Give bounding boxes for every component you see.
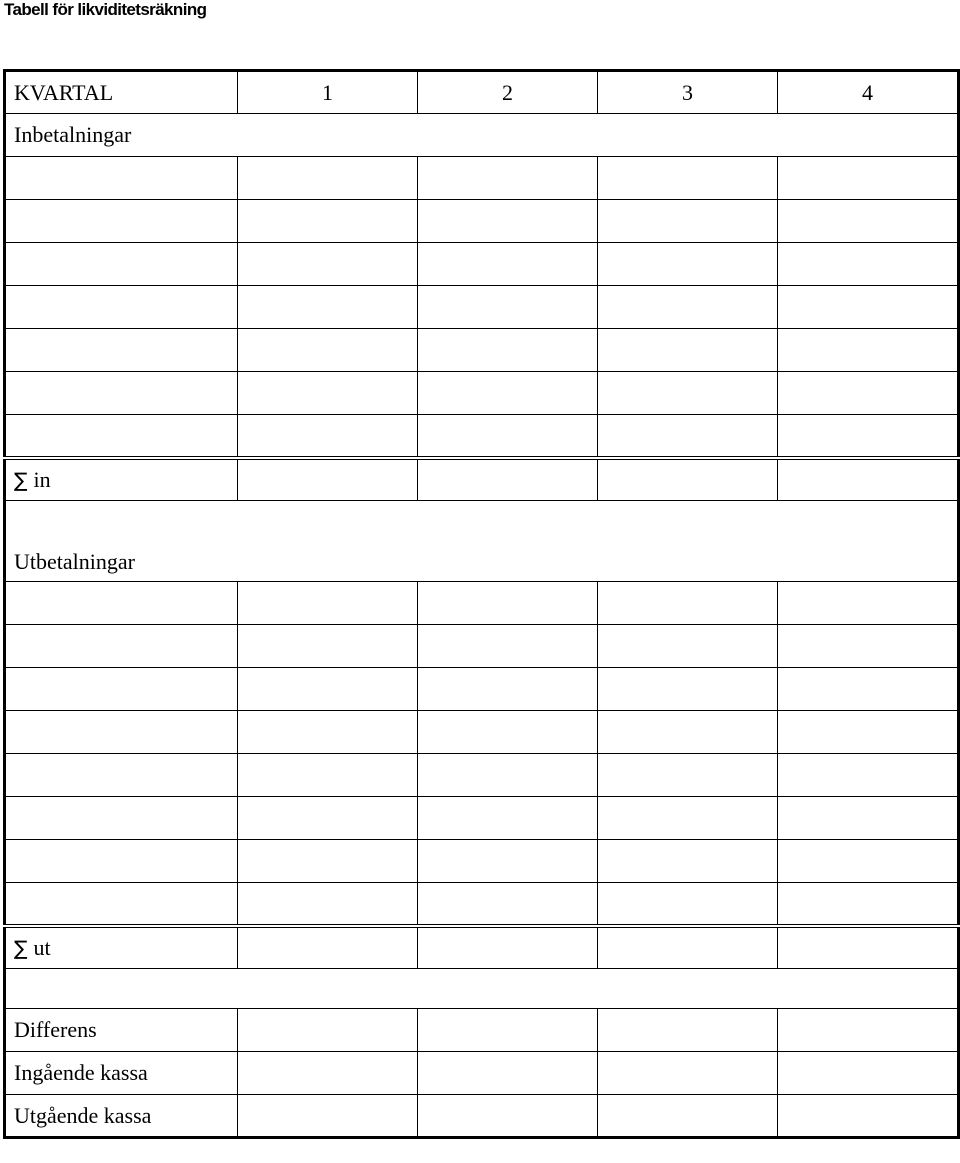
outflow-row: [5, 754, 959, 797]
spacer-cell: [5, 969, 959, 1009]
inflow-label-cell[interactable]: [5, 329, 238, 372]
outflow-row: [5, 625, 959, 668]
inflow-cell[interactable]: [598, 157, 778, 200]
inflow-cell[interactable]: [238, 329, 418, 372]
outflow-cell[interactable]: [778, 668, 959, 711]
inflow-cell[interactable]: [598, 372, 778, 415]
outflow-sum-label: [5, 926, 238, 969]
outflow-cell[interactable]: [598, 625, 778, 668]
outflow-cell[interactable]: [418, 754, 598, 797]
outflow-cell[interactable]: [778, 840, 959, 883]
quarter-2-header: 2: [418, 71, 598, 114]
outflow-cell[interactable]: [778, 883, 959, 926]
spacer-row: [5, 969, 959, 1009]
header-row: [5, 71, 959, 114]
inflow-label-cell[interactable]: [5, 200, 238, 243]
outflow-cell[interactable]: [598, 797, 778, 840]
outflow-label-cell[interactable]: [5, 668, 238, 711]
inflow-cell[interactable]: [238, 157, 418, 200]
inflow-cell[interactable]: [238, 372, 418, 415]
outflow-cell[interactable]: [598, 711, 778, 754]
inflow-label-cell[interactable]: [5, 243, 238, 286]
inflow-cell[interactable]: [598, 286, 778, 329]
outflow-row: [5, 668, 959, 711]
closing-cash-cell[interactable]: [778, 1095, 959, 1138]
outflow-cell[interactable]: [778, 797, 959, 840]
difference-cell[interactable]: [778, 1009, 959, 1052]
outflow-cell[interactable]: [238, 711, 418, 754]
inflow-sum-row: [5, 458, 959, 501]
outflow-row: [5, 883, 959, 926]
sum-icon: ∑: [14, 467, 28, 492]
outflow-cell[interactable]: [598, 754, 778, 797]
inflow-cell[interactable]: [418, 200, 598, 243]
inflow-cell[interactable]: [598, 329, 778, 372]
outflow-cell[interactable]: [238, 582, 418, 625]
opening-cash-cell[interactable]: [238, 1052, 418, 1095]
inflow-label-cell[interactable]: [5, 372, 238, 415]
inflow-row: [5, 329, 959, 372]
inflow-cell[interactable]: [778, 372, 959, 415]
outflow-cell[interactable]: [598, 840, 778, 883]
inflow-cell[interactable]: [418, 157, 598, 200]
outflow-row: [5, 582, 959, 625]
closing-cash-row: [5, 1095, 959, 1138]
inflow-sum-cell[interactable]: [238, 458, 418, 501]
inflow-sum-cell[interactable]: [598, 458, 778, 501]
closing-cash-cell[interactable]: [418, 1095, 598, 1138]
opening-cash-cell[interactable]: [778, 1052, 959, 1095]
outflow-cell[interactable]: [418, 840, 598, 883]
inflow-cell[interactable]: [778, 200, 959, 243]
outflow-cell[interactable]: [238, 668, 418, 711]
opening-cash-cell[interactable]: [598, 1052, 778, 1095]
sum-icon: ∑: [14, 935, 28, 960]
outflow-sum-text: ut: [33, 934, 51, 960]
inflow-cell[interactable]: [418, 286, 598, 329]
outflow-cell[interactable]: [238, 840, 418, 883]
inflow-cell[interactable]: [778, 243, 959, 286]
inflow-label-cell[interactable]: [5, 157, 238, 200]
inflow-cell[interactable]: [418, 372, 598, 415]
outflow-cell[interactable]: [418, 625, 598, 668]
outflow-sum-cell[interactable]: [238, 926, 418, 969]
outflow-cell[interactable]: [598, 883, 778, 926]
opening-cash-row: [5, 1052, 959, 1095]
outflow-cell[interactable]: [418, 668, 598, 711]
outflow-sum-row: [5, 926, 959, 969]
outflow-cell[interactable]: [418, 711, 598, 754]
outflow-cell[interactable]: [418, 797, 598, 840]
outflow-cell[interactable]: [778, 711, 959, 754]
quarter-1-header: 1: [238, 71, 418, 114]
inflow-cell[interactable]: [778, 415, 959, 458]
inflow-row: [5, 200, 959, 243]
quarter-3-header: 3: [598, 71, 778, 114]
inflow-cell[interactable]: [778, 286, 959, 329]
outflow-cell[interactable]: [418, 883, 598, 926]
difference-cell[interactable]: [238, 1009, 418, 1052]
outflow-label-cell[interactable]: [5, 754, 238, 797]
outflow-sum-cell[interactable]: [418, 926, 598, 969]
inflow-cell[interactable]: [238, 243, 418, 286]
inflows-heading-row: [5, 114, 959, 157]
inflow-sum-cell[interactable]: [778, 458, 959, 501]
outflow-cell[interactable]: [778, 582, 959, 625]
outflow-row: [5, 711, 959, 754]
inflow-row: [5, 286, 959, 329]
inflow-label-cell[interactable]: [5, 415, 238, 458]
inflow-cell[interactable]: [418, 415, 598, 458]
outflow-cell[interactable]: [598, 668, 778, 711]
inflow-sum-cell[interactable]: [418, 458, 598, 501]
inflow-row: [5, 157, 959, 200]
outflow-cell[interactable]: [598, 582, 778, 625]
outflows-heading: Utbetalningar: [5, 501, 959, 582]
inflow-cell[interactable]: [598, 415, 778, 458]
inflow-sum-text: in: [33, 466, 51, 492]
opening-cash-label: Ingående kassa: [5, 1052, 238, 1095]
inflow-cell[interactable]: [778, 157, 959, 200]
closing-cash-label: Utgående kassa: [5, 1095, 238, 1138]
liquidity-table: [3, 69, 960, 1139]
outflow-row: [5, 797, 959, 840]
outflow-cell[interactable]: [238, 754, 418, 797]
outflow-cell[interactable]: [778, 625, 959, 668]
opening-cash-cell[interactable]: [418, 1052, 598, 1095]
outflow-label-cell[interactable]: [5, 582, 238, 625]
outflow-cell[interactable]: [238, 797, 418, 840]
outflow-label-cell[interactable]: [5, 797, 238, 840]
outflow-label-cell[interactable]: [5, 840, 238, 883]
inflow-cell[interactable]: [418, 243, 598, 286]
difference-label: Differens: [5, 1009, 238, 1052]
inflow-cell[interactable]: [598, 200, 778, 243]
difference-cell[interactable]: [418, 1009, 598, 1052]
inflow-cell[interactable]: [598, 243, 778, 286]
outflow-cell[interactable]: [238, 625, 418, 668]
outflow-cell[interactable]: [778, 754, 959, 797]
inflow-cell[interactable]: [238, 200, 418, 243]
quarter-header-label: KVARTAL: [5, 71, 238, 114]
inflow-cell[interactable]: [418, 329, 598, 372]
inflow-sum-label: [5, 458, 238, 501]
inflow-row: [5, 372, 959, 415]
outflow-cell[interactable]: [238, 883, 418, 926]
outflows-heading-row: [5, 501, 959, 582]
inflow-row: [5, 243, 959, 286]
inflow-cell[interactable]: [778, 329, 959, 372]
outflow-cell[interactable]: [418, 582, 598, 625]
outflow-row: [5, 840, 959, 883]
outflow-sum-cell[interactable]: [598, 926, 778, 969]
difference-cell[interactable]: [598, 1009, 778, 1052]
inflow-cell[interactable]: [238, 286, 418, 329]
outflow-label-cell[interactable]: [5, 883, 238, 926]
outflow-sum-cell[interactable]: [778, 926, 959, 969]
inflow-label-cell[interactable]: [5, 286, 238, 329]
inflow-cell[interactable]: [238, 415, 418, 458]
inflow-row: [5, 415, 959, 458]
outflow-label-cell[interactable]: [5, 711, 238, 754]
inflows-heading: Inbetalningar: [5, 114, 959, 157]
difference-row: [5, 1009, 959, 1052]
closing-cash-cell[interactable]: [238, 1095, 418, 1138]
closing-cash-cell[interactable]: [598, 1095, 778, 1138]
page-title: Tabell för likviditetsräkning: [4, 0, 207, 19]
outflow-label-cell[interactable]: [5, 625, 238, 668]
quarter-4-header: 4: [778, 71, 959, 114]
